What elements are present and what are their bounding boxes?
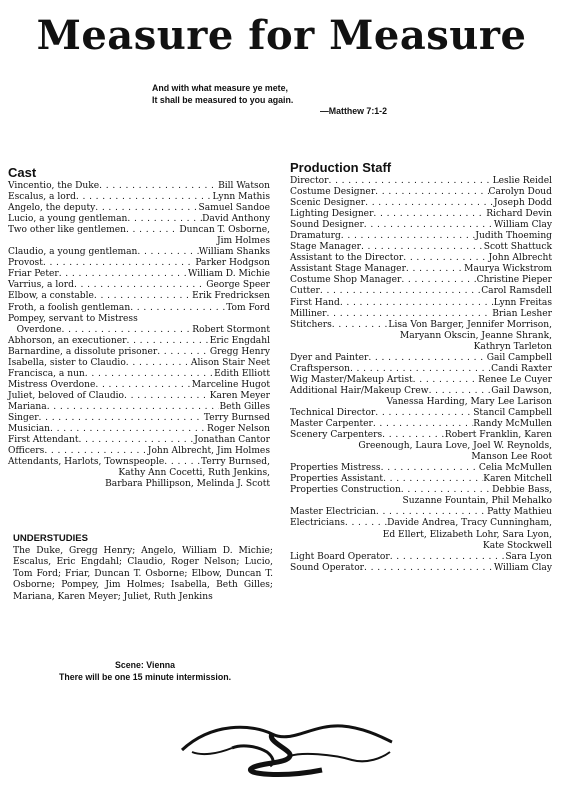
cast-list	[8, 181, 270, 490]
dot-leader	[340, 298, 494, 309]
credit-role: Barnardine, a dissolute prisoner	[8, 346, 158, 357]
credit-name: Terry Burnsed,	[201, 457, 270, 468]
dot-leader	[157, 347, 210, 358]
credit-row	[8, 280, 270, 291]
credit-row	[290, 408, 552, 419]
credit-continuation: Manson Lee Root	[471, 452, 552, 463]
dot-leader	[62, 325, 193, 336]
credit-name: Renee Le Cuyer	[478, 374, 552, 385]
credit-role: Craftsperson	[290, 363, 350, 374]
credit-row	[290, 386, 552, 397]
credit-name: Leslie Reidel	[492, 176, 552, 186]
credit-role: Lighting Designer	[290, 209, 374, 220]
dot-leader	[137, 247, 198, 258]
dot-leader	[327, 309, 493, 320]
credit-row	[8, 358, 270, 369]
dot-leader	[76, 192, 213, 203]
credit-role: Attendants, Harlots, Townspeople	[8, 457, 165, 468]
credit-row	[290, 275, 552, 286]
credit-continuation: Maryann Okscin, Jeanne Shrank,	[399, 330, 552, 341]
dot-leader	[373, 209, 486, 220]
credit-name: Davide Andrea, Tracy Cunningham,	[387, 518, 552, 529]
dot-leader	[361, 242, 484, 253]
credit-row	[290, 220, 552, 231]
credit-role: Master Electrician	[290, 507, 376, 518]
credit-row	[8, 347, 270, 358]
credit-role: Costume Designer	[290, 187, 376, 198]
dot-leader	[376, 507, 487, 518]
dot-leader	[39, 413, 204, 424]
dot-leader	[364, 563, 494, 574]
credit-name: Bill Watson	[218, 181, 270, 191]
credit-row	[290, 518, 552, 529]
dot-leader	[43, 258, 195, 269]
credit-row	[290, 353, 552, 364]
credit-role: Stage Manager	[290, 242, 361, 253]
credit-role: Wig Master/Makeup Artist	[290, 374, 413, 385]
credit-name: Debbie Bass,	[492, 485, 552, 496]
understudies-heading: UNDERSTUDIES	[13, 533, 88, 544]
credit-role: Properties Mistress	[290, 463, 381, 474]
credit-row	[290, 187, 552, 198]
scene-note	[0, 660, 290, 683]
credit-role: Musician	[8, 424, 51, 435]
credit-role: Master Carpenter	[290, 419, 373, 430]
credit-name: Candi Raxter	[491, 363, 552, 374]
credit-name: Erik Fredricksen	[192, 291, 270, 302]
credit-row	[290, 563, 552, 574]
dot-leader	[345, 518, 387, 529]
credit-row	[8, 325, 270, 336]
credit-role: Vincentio, the Duke	[8, 181, 100, 191]
credit-continuation: Barbara Phillipson, Melinda J. Scott	[105, 479, 270, 490]
credit-row	[290, 264, 552, 275]
credit-role: Scenery Carpenters	[290, 430, 383, 441]
credit-role: Assistant to the Director	[290, 253, 404, 264]
credit-name: Tom Ford	[226, 302, 270, 313]
credit-row	[8, 291, 270, 302]
dot-leader	[320, 286, 481, 297]
credit-name: Scott Shattuck	[483, 242, 552, 253]
credit-name: William Shanks	[198, 247, 270, 258]
credit-row	[8, 192, 270, 203]
epigraph	[152, 83, 387, 118]
credit-row	[290, 507, 552, 518]
credit-name: Christine Pieper	[476, 275, 552, 286]
credit-row	[8, 435, 270, 446]
credit-name: John Albrecht	[488, 253, 552, 264]
credit-name: Samuel Sandoe	[198, 203, 270, 214]
credit-name: William D. Michie	[188, 269, 270, 280]
credit-role: Mistress Overdone	[8, 379, 96, 390]
credit-role: Overdone	[8, 324, 62, 335]
dot-leader	[74, 280, 206, 291]
credit-row	[8, 303, 270, 314]
credit-name: Sara Lyon	[505, 551, 552, 562]
credit-role: Light Board Operator	[290, 551, 390, 562]
credit-name: Joseph Dodd	[493, 198, 552, 209]
credit-role: Sound Designer	[290, 220, 364, 231]
credit-role: Escalus, a lord	[8, 192, 76, 203]
credit-row	[8, 380, 270, 391]
dot-leader	[390, 552, 506, 563]
epigraph-citation: —Matthew 7:1-2	[320, 106, 387, 116]
credit-row	[8, 214, 270, 225]
credit-row	[8, 336, 270, 347]
credit-row	[290, 253, 552, 264]
understudies-text: The Duke, Gregg Henry; Angelo, William D. Michie; Escalus, Eric Engdahl; Claudio, Roger Nelson; Lucio, Tom Ford; Friar, Duncan T. Osborne; Elbow, Duncan T. Osborne; Pompey, Jim Holmes; Isabella, Beth Gilles; Mariana, Karen Meyer; Juliet, Ruth Jenkins	[13, 546, 273, 602]
dot-leader	[350, 364, 491, 375]
credit-name: Robert Stormont	[192, 324, 270, 335]
credit-name: Terry Burnsed	[203, 412, 270, 423]
credit-row	[8, 413, 270, 424]
credit-name: Celia McMullen	[478, 463, 552, 474]
credit-row	[8, 247, 270, 258]
dot-leader	[383, 474, 483, 485]
credit-name: George Speer	[206, 280, 270, 291]
dot-leader	[329, 176, 493, 187]
credit-row	[8, 269, 270, 280]
dot-leader	[164, 457, 201, 468]
credit-name: Duncan T. Osborne,	[179, 225, 270, 236]
credit-row	[290, 309, 552, 320]
credit-row	[290, 298, 552, 309]
dot-leader	[332, 320, 389, 331]
credit-role: Scenic Designer	[290, 198, 366, 209]
credit-role: Friar Peter	[8, 269, 59, 280]
dot-leader	[341, 231, 476, 242]
credit-name: Mauryа Wickstrom	[464, 264, 552, 275]
flourish-ornament	[172, 712, 402, 786]
dot-leader	[79, 435, 195, 446]
credit-role: Juliet, beloved of Claudio	[8, 390, 125, 401]
credit-row	[290, 364, 552, 375]
credit-role: Angelo, the deputy	[8, 203, 96, 214]
credit-role: Assistant Stage Manager	[290, 264, 406, 275]
credit-role: Properties Assistant	[290, 474, 384, 485]
dot-leader	[368, 353, 486, 364]
credit-name: Gail Campbell	[486, 352, 552, 363]
credit-continuation: Kathy Ann Cocetti, Ruth Jenkins,	[118, 468, 270, 479]
credit-row	[8, 391, 270, 402]
dot-leader	[375, 408, 473, 419]
credit-role: Officers	[8, 446, 45, 457]
dot-leader	[124, 391, 210, 402]
dot-leader	[401, 275, 476, 286]
dot-leader	[373, 419, 473, 430]
credit-continuation: Greenough, Laura Love, Joel W. Reynolds,	[358, 441, 552, 452]
credit-name: Lisa Von Barger, Jennifer Morrison,	[388, 319, 552, 330]
credit-row	[290, 231, 552, 242]
credit-row	[290, 209, 552, 220]
credit-row	[290, 485, 552, 496]
credit-row	[8, 181, 270, 192]
credit-role: First Hand	[290, 297, 340, 308]
dot-leader	[126, 336, 209, 347]
credit-row	[290, 320, 552, 331]
credit-row	[8, 203, 270, 214]
dot-leader	[44, 446, 147, 457]
dot-leader	[406, 264, 464, 275]
credit-role: Singer	[8, 412, 39, 423]
credit-continuation: Kate Stockwell	[482, 540, 552, 551]
credit-name: John Albrecht, Jim Holmes	[147, 446, 270, 457]
credit-continuation: Ed Ellert, Elizabeth Lohr, Sara Lyon,	[382, 529, 552, 540]
credit-row	[8, 369, 270, 380]
scene-line: Scene: Vienna	[115, 660, 175, 670]
credit-name: Edith Elliott	[214, 368, 270, 379]
dot-leader	[126, 225, 179, 236]
credit-name: Brian Lesher	[492, 308, 552, 319]
credit-row	[8, 446, 270, 457]
credit-row	[290, 375, 552, 386]
dot-leader	[365, 198, 494, 209]
credit-role: Sound Operator	[290, 562, 365, 573]
credit-role: Mariana	[8, 401, 47, 412]
dot-leader	[85, 369, 214, 380]
credit-name: Beth Gilles	[219, 401, 270, 412]
credit-name: Jonathan Cantor	[194, 435, 270, 446]
credit-role: Provost	[8, 258, 43, 269]
credit-row	[290, 430, 552, 441]
staff-heading: Production Staff	[290, 160, 392, 175]
dot-leader	[375, 187, 488, 198]
credit-name: Randy McMullen	[473, 419, 552, 430]
credit-role: Isabella, sister to Claudio	[8, 357, 126, 368]
credit-role: Pompey, servant to Mistress	[8, 313, 138, 324]
credit-name: Karen Meyer	[209, 390, 270, 401]
credit-name: Karen Mitchell	[483, 474, 552, 485]
credit-row	[290, 419, 552, 430]
credit-role: Properties Construction	[290, 485, 401, 496]
dot-leader	[47, 402, 220, 413]
dot-leader	[126, 358, 191, 369]
credit-role: Dramaturg	[290, 231, 341, 242]
intermission-line: There will be one 15 minute intermission.	[58, 671, 232, 682]
credit-continuation: Kathryn Tarleton	[473, 341, 552, 352]
credit-role: Varrius, a lord	[8, 280, 74, 291]
credit-row	[290, 286, 552, 297]
dot-leader	[95, 203, 198, 214]
credit-name: Eric Engdahl	[209, 335, 270, 346]
credit-continuation: Jim Holmes	[216, 236, 270, 247]
credit-row	[8, 424, 270, 435]
credit-row	[8, 258, 270, 269]
epigraph-line: And with what measure ye mete,	[152, 83, 288, 93]
dot-leader	[50, 424, 207, 435]
credit-row	[290, 474, 552, 485]
credit-row	[290, 176, 552, 187]
page-title: Measure for Measure	[36, 12, 527, 59]
credit-role: Abhorson, an executioner	[8, 335, 127, 346]
credit-name: Judith Thoeming	[475, 231, 552, 242]
cast-heading: Cast	[8, 165, 37, 180]
credit-name: William Clay	[493, 220, 552, 231]
credit-name: Richard Devin	[486, 209, 552, 220]
credit-row	[290, 552, 552, 563]
credit-row	[8, 457, 270, 468]
flourish-icon	[172, 712, 402, 782]
credit-name: Stancil Campbell	[473, 407, 552, 418]
credit-role: Two other like gentlemen	[8, 225, 126, 236]
credit-name: Robert Franklin, Karen	[444, 430, 552, 441]
credit-name: Parker Hodgson	[195, 258, 270, 269]
dot-leader	[95, 380, 191, 391]
credit-name: Lynn Freitas	[493, 297, 552, 308]
credit-continuation: Vanessa Harding, Mary Lee Larison	[386, 396, 552, 407]
credit-role: Electricians	[290, 518, 345, 529]
credit-name: Lynn Mathis	[212, 192, 270, 203]
credit-role: Dyer and Painter	[290, 352, 369, 363]
epigraph-line: It shall be measured to you again.	[152, 94, 294, 105]
credit-row	[8, 225, 270, 236]
credit-role: Costume Shop Manager	[290, 275, 402, 286]
credit-role: Francisca, a nun	[8, 368, 85, 379]
credit-role: Cutter	[290, 286, 320, 297]
credit-row	[8, 402, 270, 413]
credit-name: William Clay	[493, 562, 552, 573]
credit-name: Gregg Henry	[209, 346, 270, 357]
dot-leader	[403, 253, 488, 264]
credit-role: Milliner	[290, 308, 327, 319]
credit-name: Gail Dawson,	[491, 385, 552, 396]
dot-leader	[382, 430, 445, 441]
dot-leader	[381, 463, 479, 474]
credit-continuation: Suzanne Fountain, Phil Mehalko	[402, 496, 552, 507]
credit-row	[290, 242, 552, 253]
credit-role: Elbow, a constable	[8, 291, 94, 302]
dot-leader	[413, 375, 479, 386]
credit-name: Alison Stair Neet	[190, 357, 270, 368]
credit-name: Carol Ramsdell	[481, 286, 552, 297]
credit-role: Claudio, a young gentleman	[8, 247, 138, 258]
credit-role: Technical Director	[290, 407, 376, 418]
credit-row	[290, 198, 552, 209]
dot-leader	[99, 181, 218, 192]
credit-role: Lucio, a young gentleman	[8, 214, 128, 225]
dot-leader	[127, 214, 202, 225]
dot-leader	[429, 386, 492, 397]
dot-leader	[130, 303, 226, 314]
credit-role: Stitchers	[290, 319, 332, 330]
credit-name: Marceline Hugot	[191, 379, 270, 390]
credit-row	[290, 463, 552, 474]
staff-list	[290, 176, 552, 574]
credit-role: Director	[290, 176, 329, 186]
credit-name: David Anthony	[202, 214, 270, 225]
dot-leader	[59, 269, 188, 280]
credit-role: Additional Hair/Makeup Crew	[290, 385, 429, 396]
credit-role: First Attendant	[8, 435, 79, 446]
credit-name: Patty Mathieu	[487, 507, 552, 518]
credit-role: Froth, a foolish gentleman	[8, 302, 131, 313]
dot-leader	[364, 220, 494, 231]
dot-leader	[94, 291, 192, 302]
credit-name: Roger Nelson	[206, 424, 270, 435]
credit-name: Carolyn Doud	[488, 187, 552, 198]
dot-leader	[401, 485, 492, 496]
